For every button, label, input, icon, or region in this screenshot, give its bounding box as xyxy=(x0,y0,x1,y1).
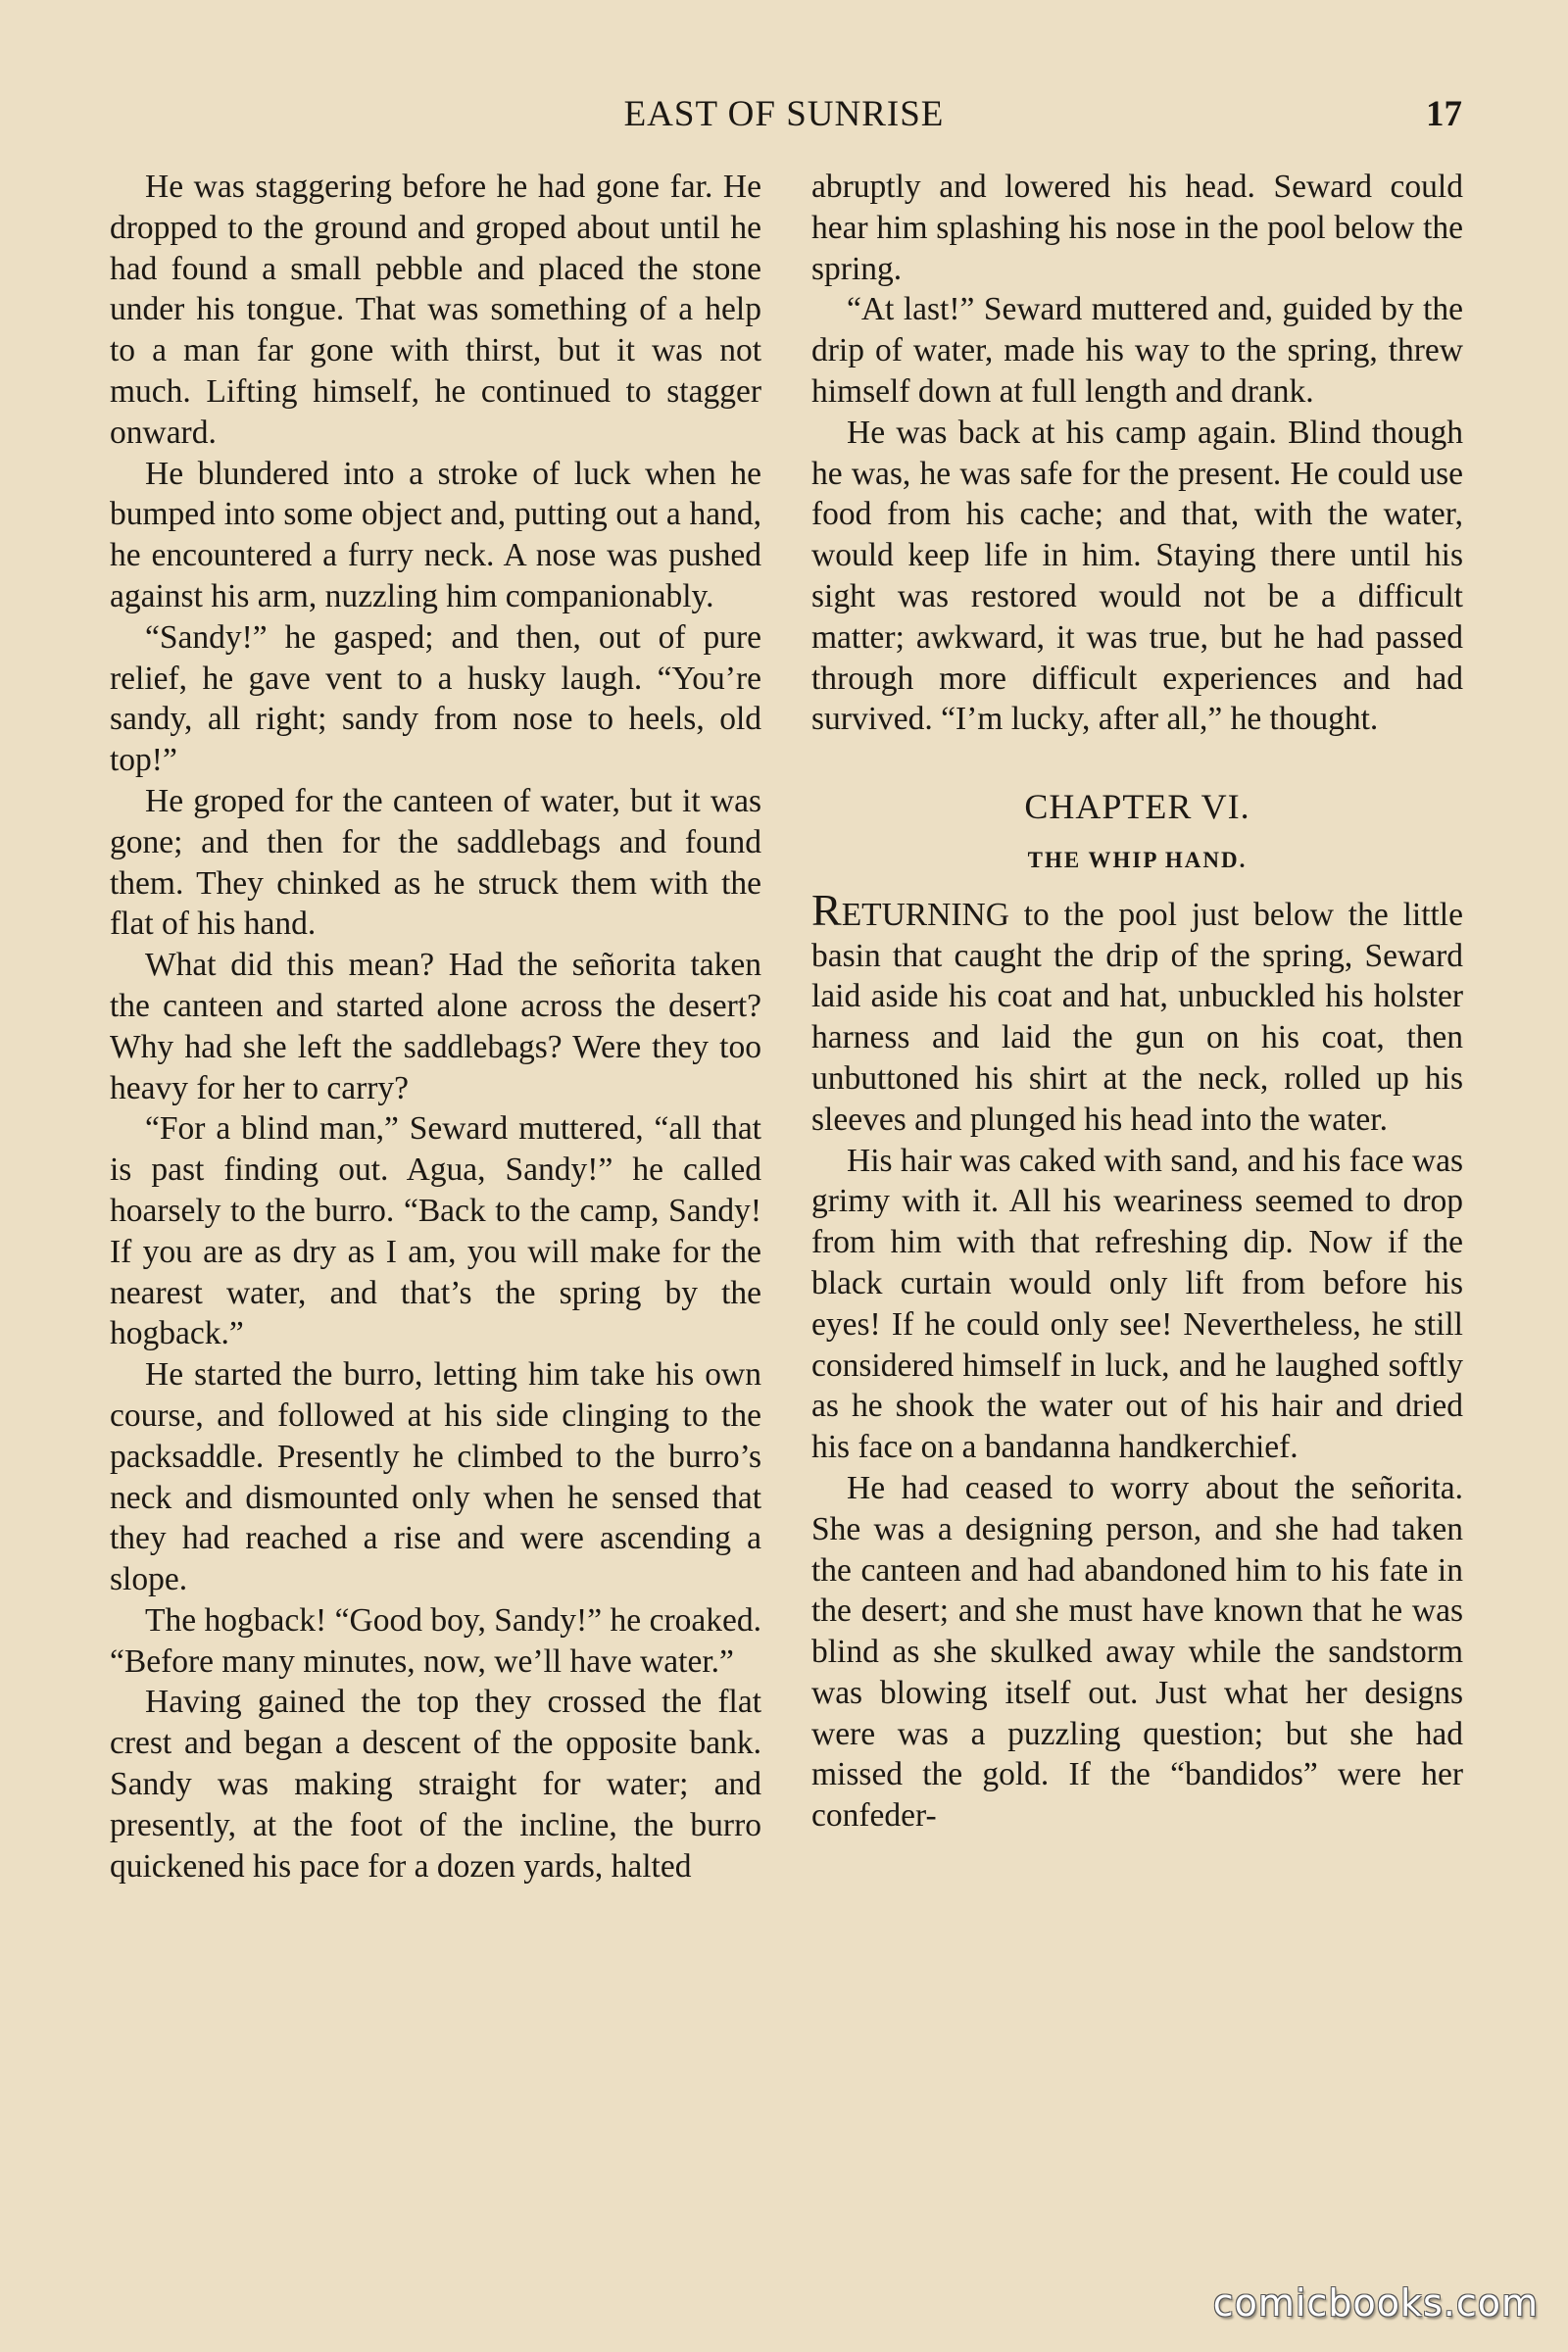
paragraph: “At last!” Seward muttered and, guided by the drip of water, made his way to the spring, threw himself down at full length and drank. xyxy=(811,291,1463,410)
left-column xyxy=(110,167,761,1886)
paragraph: Having gained the top they crossed the flat crest and began a descent of the opposite bank. Sandy was making straight for water; and presently, at the foot of the incline, the burro quickened his pace for a dozen yards, halted xyxy=(110,1684,761,1885)
paragraph: He started the burro, letting him take his own course, and followed at his side clinging to the packsaddle. Presently he climbed to the burro’s neck and dismounted only when he sensed that they had reached a rise and were ascending a slope. xyxy=(110,1356,761,1598)
page-number: 17 xyxy=(1426,94,1462,134)
paragraph: “For a blind man,” Seward muttered, “all that is past finding out. Agua, Sandy!” he called hoarsely to the burro. “Back to the camp, Sandy! If you are as dry as I am, you will make for the nearest water, and that’s the spring by the hogback.” xyxy=(110,1110,761,1352)
chapter-title: CHAPTER VI. xyxy=(1024,787,1250,827)
paragraph: “Sandy!” he gasped; and then, out of pure relief, he gave vent to a husky laugh. “You’re sandy, all right; sandy from nose to heels, old top!” xyxy=(110,618,761,779)
paragraph: His hair was caked with sand, and his face was grimy with it. All his weariness seemed to drop from him with that refreshing dip. Now if the black curtain would only lift from before his eyes! If he could only see! Nevertheless, he still considered himself in luck, and he laughed softly as he shook the water out of his hair and dried his face on a bandanna handkerchief. xyxy=(811,1142,1463,1466)
opening-word: ETURNING xyxy=(841,896,1009,933)
chapter-opening-paragraph xyxy=(811,884,1463,1141)
paragraph: He had ceased to worry about the señorita. She was a designing person, and she had taken the canteen and had abandoned him to his fate in the desert; and she must have known that he was blind as she skulked away while the sandstorm was blowing itself out. Just what her designs were was a puzzling question; but she had missed the gold. If the “bandidos” were her confeder- xyxy=(811,1469,1463,1835)
right-column xyxy=(811,167,1463,1837)
paragraph: He groped for the canteen of water, but it was gone; and then for the saddlebags and found them. They chinked as he struck them with the flat of his hand. xyxy=(110,782,761,943)
running-head: EAST OF SUNRISE xyxy=(623,94,945,134)
chapter-subtitle: THE WHIP HAND. xyxy=(1027,847,1248,872)
drop-cap: R xyxy=(811,884,842,935)
paragraph: What did this mean? Had the señorita taken the canteen and started alone across the desert? Why had she left the saddlebags? Were they too heavy for her to carry? xyxy=(110,947,761,1106)
paragraph: He was staggering before he had gone far. He dropped to the ground and groped about until he had found a small pebble and placed the stone under his tongue. That was something of a help to a man far gone with thirst, but it was not much. Lifting himself, he continued to stagger onward. xyxy=(110,169,761,451)
opening-text: to the pool just below the little basin that caught the drip of the spring, Seward laid aside his coat and hat, unbuckled his holster harness and laid the gun on his coat, then unbuttoned his shirt at the neck, rolled up his sleeves and plunged his head into the water. xyxy=(811,896,1463,1138)
paragraph: The hogback! “Good boy, Sandy!” he croaked. “Before many minutes, now, we’ll have water.” xyxy=(110,1601,761,1680)
paragraph: He blundered into a stroke of luck when he bumped into some object and, putting out a hand, he encountered a furry neck. A nose was pushed against his arm, nuzzling him companionably. xyxy=(110,455,761,614)
watermark: comicbooks.com xyxy=(1212,2281,1539,2325)
paragraph: He was back at his camp again. Blind though he was, he was safe for the present. He could use food from his cache; and that, with the water, would keep life in him. Staying there until his sight was restored would not be a difficult matter; awkward, it was true, but he had passed through more difficult experiences and had survived. “I’m lucky, after all,” he thought. xyxy=(811,414,1463,738)
paragraph: abruptly and lowered his head. Seward could hear him splashing his nose in the pool below the spring. xyxy=(811,169,1463,287)
